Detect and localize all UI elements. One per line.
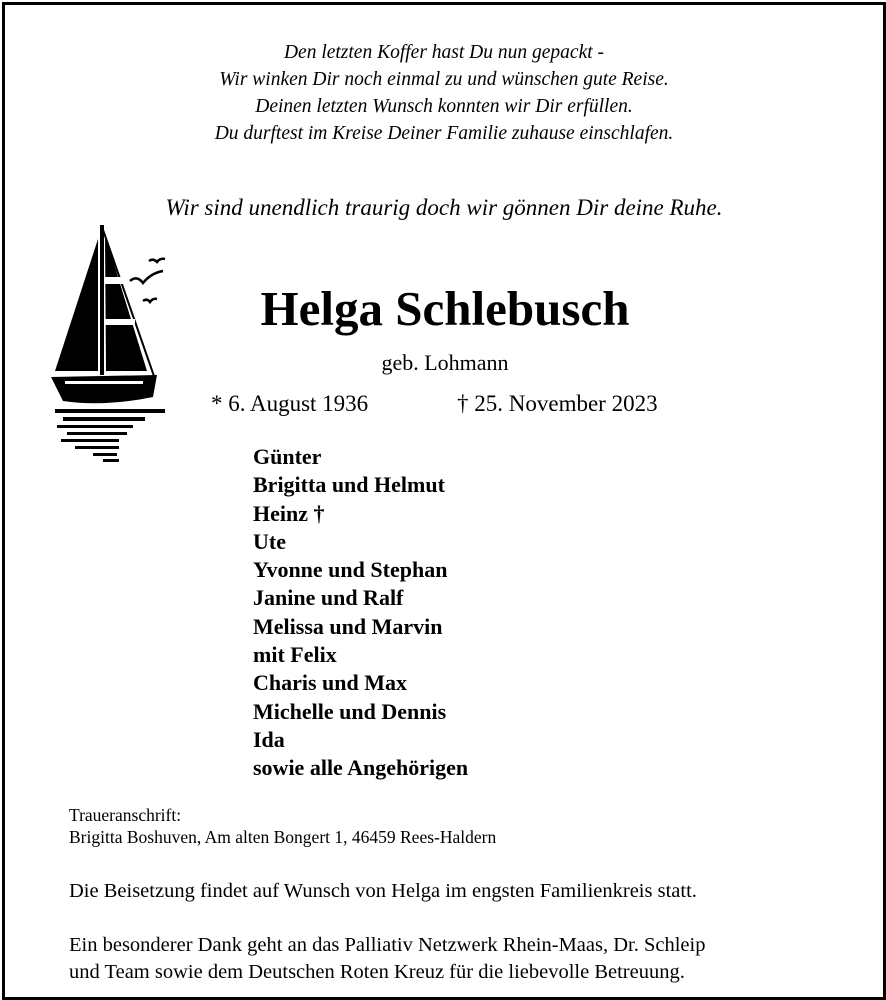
motto: Wir sind unendlich traurig doch wir gönnen Dir deine Ruhe. bbox=[165, 195, 723, 220]
poem-line: Wir winken Dir noch einmal zu und wünschen gute Reise. bbox=[219, 69, 669, 90]
birth-date: * 6. August 1936 bbox=[211, 391, 369, 416]
mourner: Janine und Ralf bbox=[253, 585, 404, 611]
mourner: Heinz † bbox=[253, 500, 325, 526]
thanks-line: Ein besonderer Dank geht an das Palliativ Netzwerk Rhein-Maas, Dr. Schleip bbox=[69, 934, 706, 956]
mourner: Melissa und Marvin bbox=[253, 613, 443, 639]
obituary-notice bbox=[2, 2, 886, 1000]
decedent-name: Helga Schlebusch bbox=[260, 281, 630, 336]
thanks-line: und Team sowie dem Deutschen Roten Kreuz für die liebevolle Betreuung. bbox=[69, 961, 685, 983]
mourner: Ute bbox=[253, 528, 286, 554]
seagulls-icon bbox=[130, 259, 165, 302]
funeral-note: Die Beisetzung findet auf Wunsch von Helga im engsten Familienkreis statt. bbox=[69, 880, 697, 902]
poem-line: Du durftest im Kreise Deiner Familie zuhause einschlafen. bbox=[214, 123, 674, 144]
sailboat-icon bbox=[45, 221, 170, 469]
mourning-address: Brigitta Boshuven, Am alten Bongert 1, 46459 Rees-Haldern bbox=[69, 827, 497, 847]
mourners-list bbox=[253, 443, 468, 783]
poem-line: Deinen letzten Wunsch konnten wir Dir erfüllen. bbox=[255, 96, 633, 117]
poem-line: Den letzten Koffer hast Du nun gepackt - bbox=[283, 42, 605, 63]
mourner: Charis und Max bbox=[253, 670, 408, 696]
poem bbox=[5, 39, 883, 147]
mourner: Brigitta und Helmut bbox=[253, 472, 445, 498]
mourner: Michelle und Dennis bbox=[253, 698, 447, 724]
thanks-note bbox=[69, 932, 705, 986]
mourner: Yvonne und Stephan bbox=[253, 557, 448, 583]
maiden-name: geb. Lohmann bbox=[381, 350, 509, 375]
mourner: Günter bbox=[253, 444, 322, 469]
mourner: sowie alle Angehörigen bbox=[253, 755, 469, 781]
death-date: † 25. November 2023 bbox=[457, 391, 658, 416]
address-label: Traueranschrift: bbox=[69, 805, 182, 825]
mourner: Ida bbox=[253, 726, 285, 752]
mourner: mit Felix bbox=[253, 642, 337, 668]
